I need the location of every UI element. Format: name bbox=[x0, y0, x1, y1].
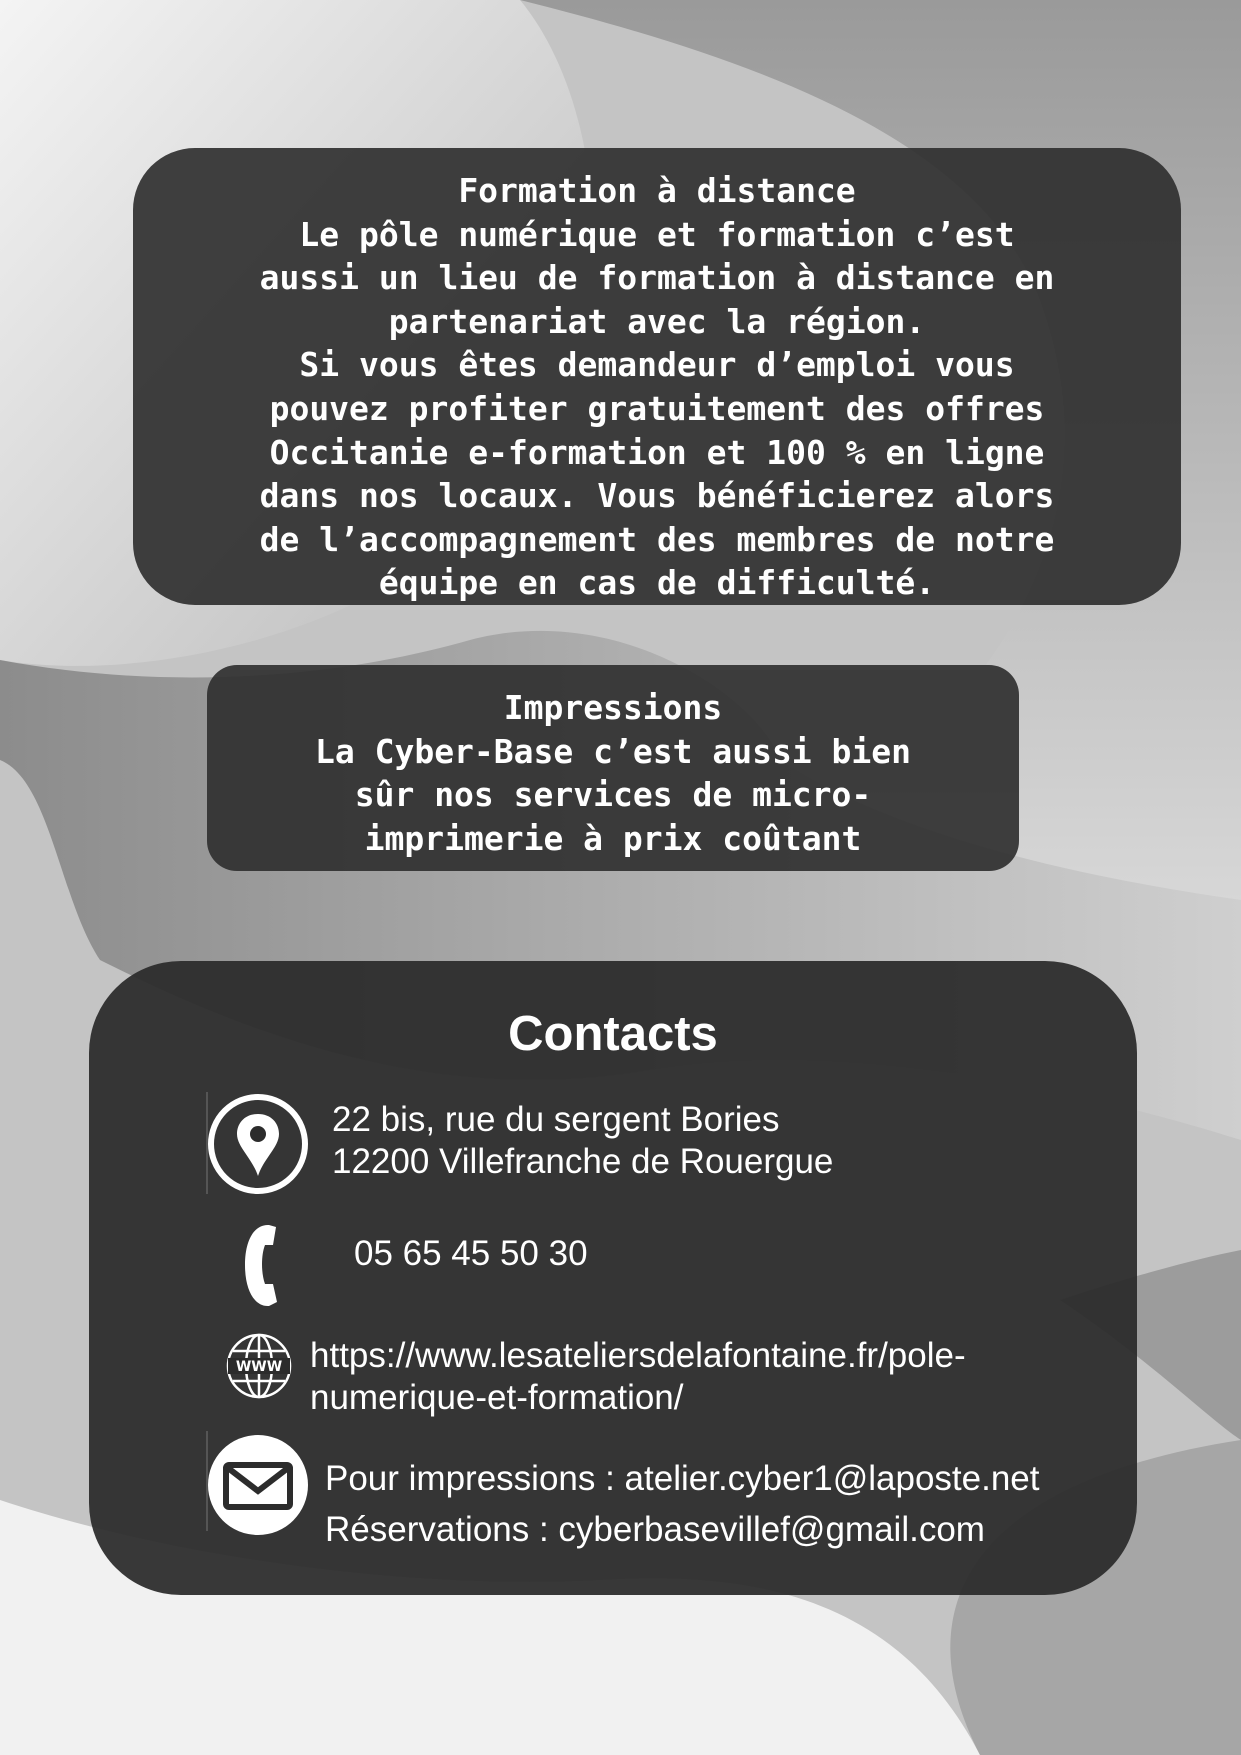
impressions-line: imprimerie à prix coûtant bbox=[364, 818, 862, 858]
address-line-1: 22 bis, rue du sergent Bories bbox=[332, 1100, 780, 1139]
formation-title: Formation à distance bbox=[458, 171, 856, 210]
envelope-icon bbox=[206, 1433, 310, 1537]
formation-line: Le pôle numérique et formation c’est bbox=[299, 214, 1015, 254]
impressions-line: sûr nos services de micro- bbox=[354, 775, 872, 815]
formation-line: partenariat avec la région. bbox=[388, 301, 926, 341]
svg-text:WWW: WWW bbox=[235, 1359, 283, 1375]
impressions-line: La Cyber-Base c’est aussi bien bbox=[314, 731, 912, 771]
formation-line: pouvez profiter gratuitement des offres bbox=[269, 388, 1045, 428]
address-text bbox=[332, 1099, 833, 1183]
website-text[interactable] bbox=[310, 1335, 966, 1419]
globe-www-icon bbox=[224, 1331, 294, 1401]
impressions-title: Impressions bbox=[503, 688, 723, 727]
map-pin-icon bbox=[206, 1092, 310, 1196]
formation-text bbox=[133, 169, 1181, 605]
contacts-panel bbox=[89, 961, 1137, 1595]
website-line-1[interactable]: https://www.lesateliersdelafontaine.fr/pole- bbox=[310, 1336, 966, 1375]
formation-panel bbox=[133, 148, 1181, 605]
phone-number[interactable]: 05 65 45 50 30 bbox=[354, 1234, 588, 1273]
impressions-text bbox=[207, 686, 1019, 860]
website-line-2[interactable]: numerique-et-formation/ bbox=[310, 1378, 684, 1417]
formation-line: aussi un lieu de formation à distance en bbox=[259, 258, 1055, 298]
email-text bbox=[325, 1453, 1040, 1555]
address-line-2: 12200 Villefranche de Rouergue bbox=[332, 1142, 834, 1181]
formation-line: équipe en cas de difficulté. bbox=[378, 563, 936, 603]
formation-line: dans nos locaux. Vous bénéficierez alors bbox=[259, 476, 1055, 516]
formation-line: Si vous êtes demandeur d’emploi vous bbox=[299, 345, 1015, 385]
phone-icon bbox=[239, 1221, 283, 1309]
contacts-title: Contacts bbox=[508, 1007, 718, 1061]
formation-line: Occitanie e-formation et 100 % en ligne bbox=[269, 432, 1045, 472]
email-impressions[interactable]: Pour impressions : atelier.cyber1@laposte.net bbox=[325, 1459, 1040, 1498]
impressions-panel bbox=[207, 665, 1019, 871]
phone-text bbox=[354, 1233, 588, 1275]
email-reservations[interactable]: Réservations : cyberbasevillef@gmail.com bbox=[325, 1510, 985, 1549]
formation-line: de l’accompagnement des membres de notre bbox=[259, 519, 1055, 559]
